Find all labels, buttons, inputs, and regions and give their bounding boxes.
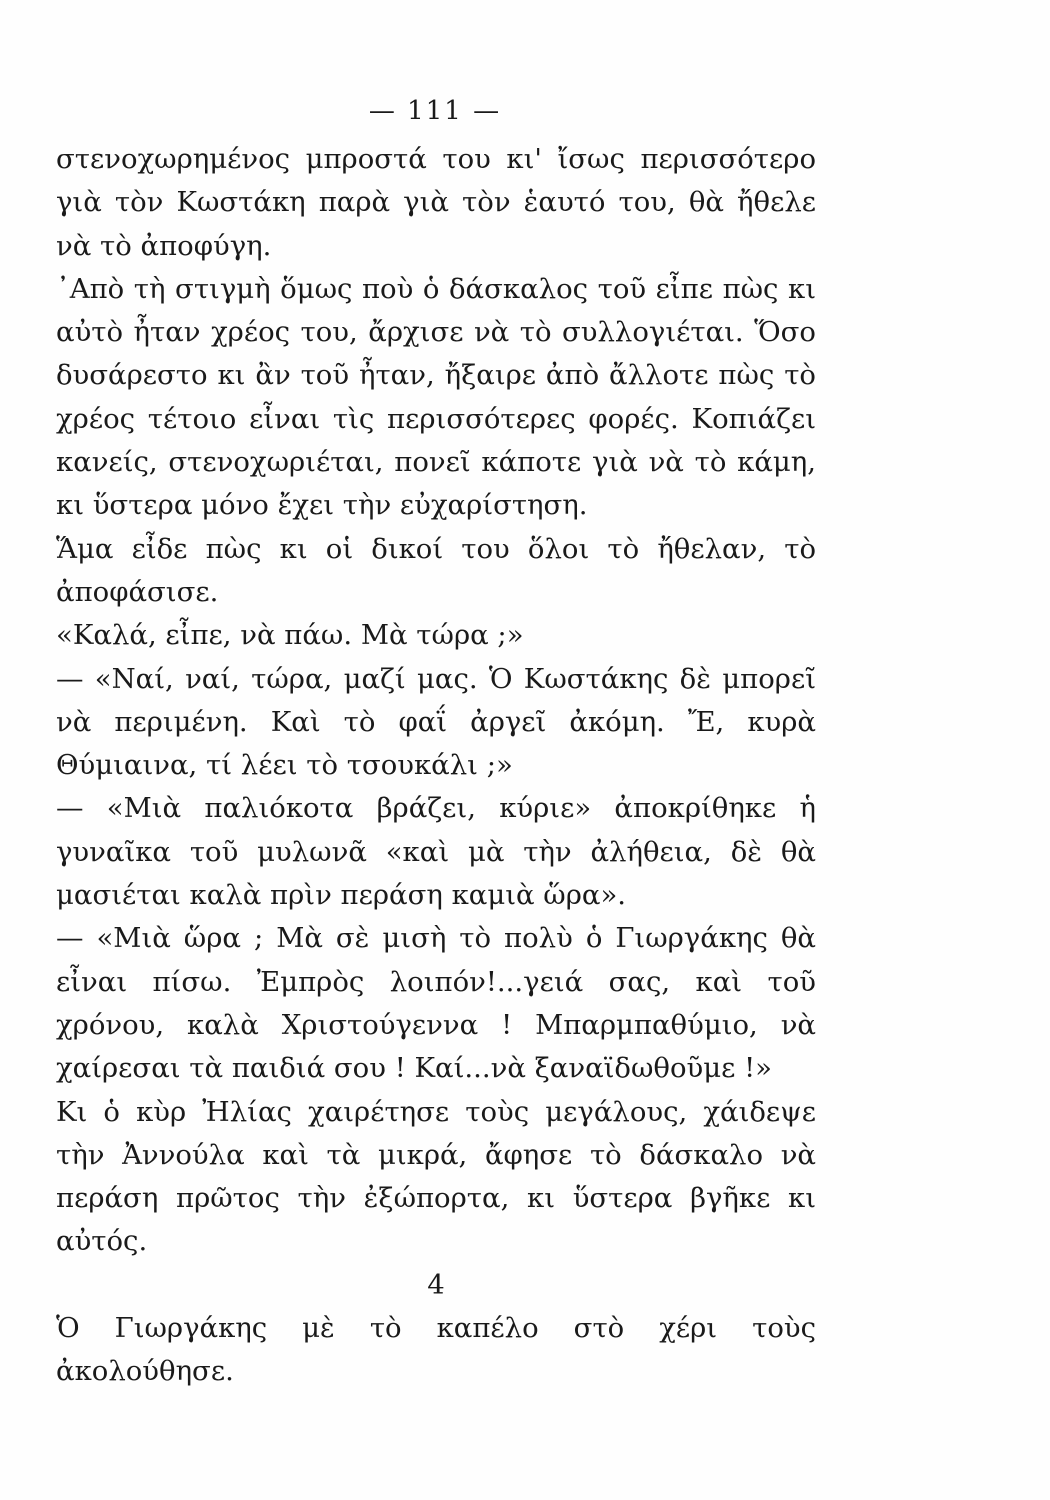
closing-paragraph: Ὁ Γιωργάκης μὲ τὸ καπέλο στὸ χέρι τοὺς ἀκολούθησε. [56, 1312, 816, 1388]
section-number: 4 [427, 1268, 445, 1301]
page-number: — 111 — [368, 96, 502, 126]
paragraph: Κι ὁ κὺρ Ἠλίας χαιρέτησε τοὺς μεγάλους, χάιδεψε τὴν Ἀννούλα καὶ τὰ μικρά, ἄφησε τὸ δάσκαλο νὰ περάση πρῶτος τὴν ἐξώπορτα, κι ὕστερα βγῆκε κι αὐτός. [56, 1095, 816, 1258]
paragraph: «Καλά, εἶπε, νὰ πάω. Μὰ τώρα ;» [56, 619, 524, 652]
body-text [56, 138, 816, 1394]
paragraph: — «Ναί, ναί, τώρα, μαζί μας. Ὁ Κωστάκης δὲ μπορεῖ νὰ περιμένη. Καὶ τὸ φαΐ ἀργεῖ ἀκόμη. Ἔ, κυρὰ Θύμιαινα, τί λέει τὸ τσουκάλι ;» [56, 662, 816, 782]
paragraph: στενοχωρημένος μπροστά του κι' ἴσως περισσότερο γιὰ τὸν Κωστάκη παρὰ γιὰ τὸν ἑαυτό του, θὰ ἤθελε νὰ τὸ ἀποφύγη. [56, 143, 816, 262]
paragraph: — «Μιὰ παλιόκοτα βράζει, κύριε» ἀποκρίθηκε ἡ γυναῖκα τοῦ μυλωνᾶ «καὶ μὰ τὴν ἀλήθεια, δὲ θὰ μασιέται καλὰ πρὶν περάση καμιὰ ὥρα». [56, 792, 816, 912]
paragraph: ᾿Απὸ τὴ στιγμὴ ὅμως ποὺ ὁ δάσκαλος τοῦ εἶπε πὼς κι αὐτὸ ἦταν χρέος του, ἄρχισε νὰ τὸ συλλογιέται. Ὅσο δυσάρεστο κι ἂν τοῦ ἦταν, ἤξαιρε ἀπὸ ἄλλοτε πὼς τὸ χρέος τέτοιο εἶναι τὶς περισσότερες φορές. Κοπιάζει κανείς, στενοχωριέται, πονεῖ κάποτε γιὰ νὰ τὸ κάμη, κι ὕστερα μόνο ἔχει τὴν εὐχαρίστηση. [56, 272, 816, 522]
paragraph: Ἅμα εἶδε πὼς κι οἱ δικοί του ὅλοι τὸ ἤθελαν, τὸ ἀποφάσισε. [56, 532, 816, 608]
paragraph: — «Μιὰ ὥρα ; Μὰ σὲ μισὴ τὸ πολὺ ὁ Γιωργάκης θὰ εἶναι πίσω. Ἐμπρὸς λοιπόν!...γειά σας, καὶ τοῦ χρόνου, καλὰ Χριστούγεννα ! Μπαρμπαθύμιο, νὰ χαίρεσαι τὰ παιδιά σου ! Καί...νὰ ξαναϊδωθοῦμε !» [56, 922, 816, 1085]
